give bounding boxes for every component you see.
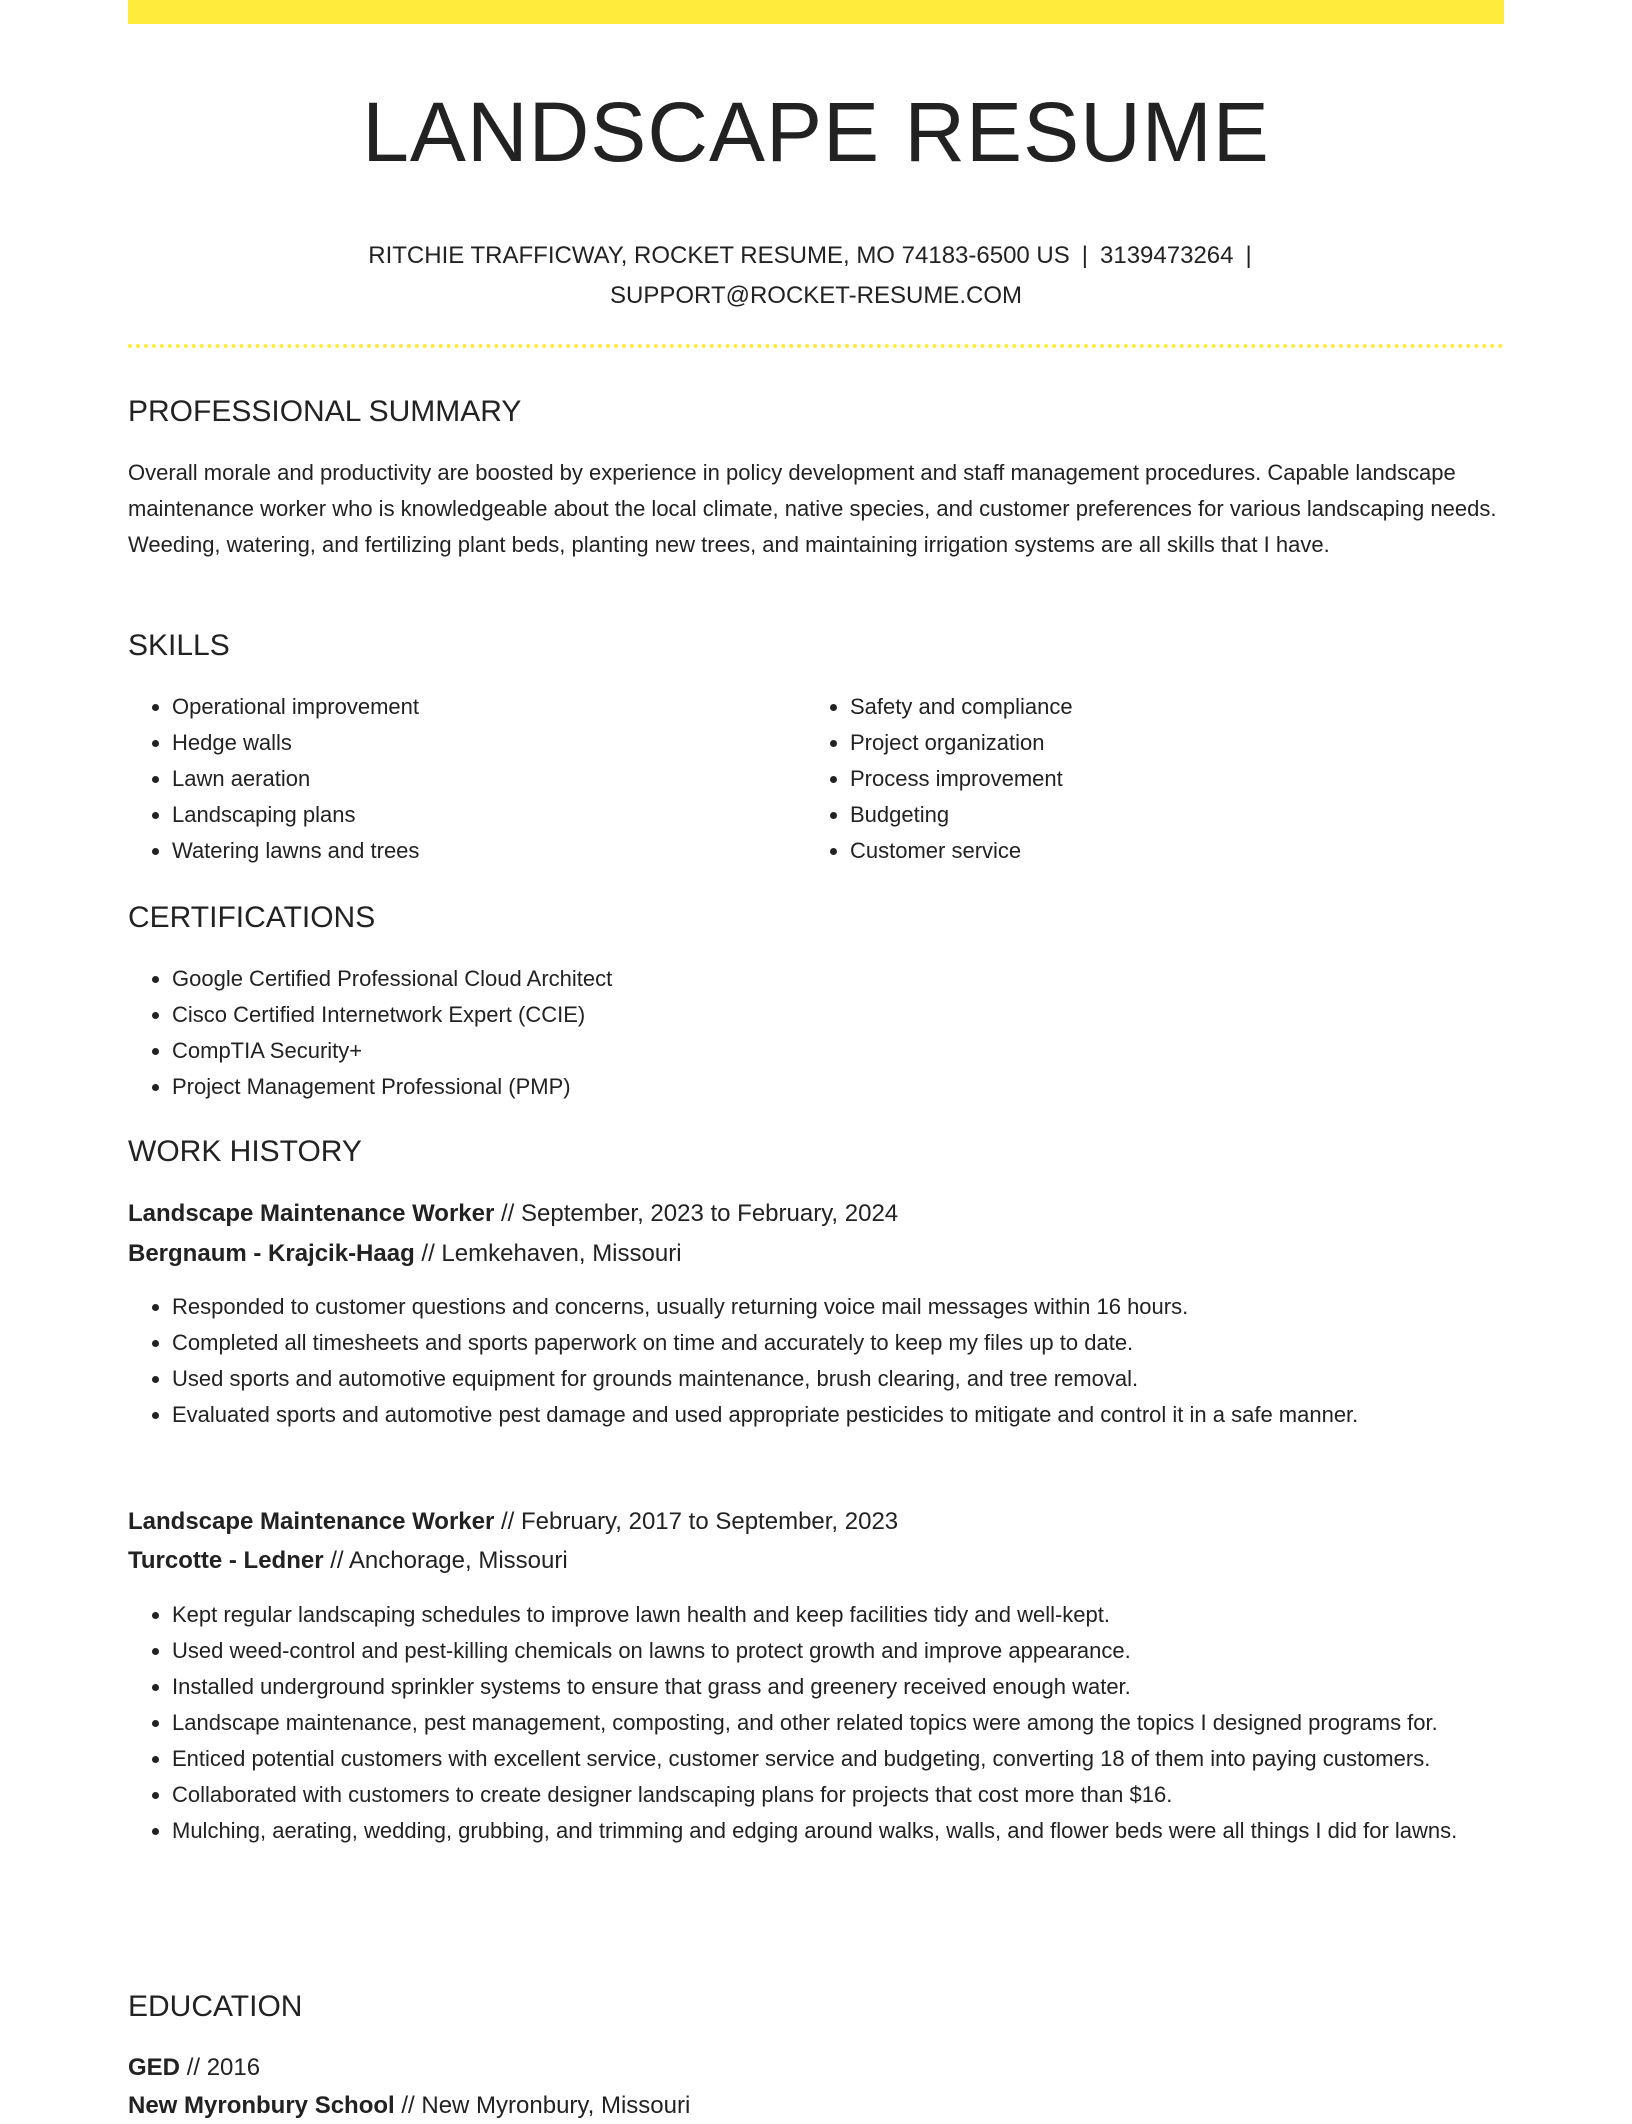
skills-list-right: [806, 689, 1490, 869]
list-item: • Used sports and automotive equipment for grounds maintenance, brush clearing, and tree removal.: [172, 1361, 1502, 1397]
school-name: New Myronbury School: [128, 2092, 395, 2119]
list-item: • Mulching, aerating, wedding, grubbing, and trimming and edging around walks, walls, and flower beds were all things I did for lawns.: [172, 1813, 1502, 1849]
list-item: • Responded to customer questions and concerns, usually returning voice mail messages within 16 hours.: [172, 1289, 1502, 1325]
skills-list-left: [128, 689, 812, 869]
education-heading: EDUCATION: [128, 1990, 303, 2023]
job-title: Landscape Maintenance Worker: [128, 1200, 495, 1227]
degree: GED: [128, 2054, 181, 2081]
list-item: • Budgeting: [850, 797, 1490, 833]
list-item: • Hedge walls: [172, 725, 812, 761]
list-item: • Watering lawns and trees: [172, 833, 812, 869]
list-item: • Safety and compliance: [850, 689, 1490, 725]
list-item: • Completed all timesheets and sports paperwork on time and accurately to keep my files up to date.: [172, 1325, 1502, 1361]
list-item: • Evaluated sports and automotive pest damage and used appropriate pesticides to mitigate and control it in a safe manner.: [172, 1397, 1502, 1433]
job-title-line: [128, 1504, 898, 1540]
list-item: • Customer service: [850, 833, 1490, 869]
company-location: // Anchorage, Missouri: [330, 1547, 568, 1574]
job-dates: // September, 2023 to February, 2024: [501, 1200, 899, 1227]
list-item: • Landscaping plans: [172, 797, 812, 833]
skills-heading: SKILLS: [128, 629, 230, 662]
education-school-line: [128, 2088, 690, 2124]
list-item: • Lawn aeration: [172, 761, 812, 797]
work-history-heading: WORK HISTORY: [128, 1135, 362, 1168]
list-item: • Project organization: [850, 725, 1490, 761]
graduation-year: // 2016: [186, 2054, 261, 2081]
list-item: • Installed underground sprinkler systems to ensure that grass and greenery received enough water.: [172, 1669, 1502, 1705]
top-accent-bar: [128, 0, 1504, 24]
list-item: • Enticed potential customers with excellent service, customer service and budgeting, converting 18 of them into paying customers.: [172, 1741, 1502, 1777]
list-item: • Landscape maintenance, pest management, composting, and other related topics were among the topics I designed programs for.: [172, 1705, 1502, 1741]
certifications-heading: CERTIFICATIONS: [128, 901, 376, 934]
email: SUPPORT@ROCKET-RESUME.COM: [610, 282, 1022, 309]
dotted-divider: [128, 344, 1504, 348]
list-item: • CompTIA Security+: [172, 1033, 1502, 1069]
list-item: • Cisco Certified Internetwork Expert (CCIE): [172, 997, 1502, 1033]
list-item: • Kept regular landscaping schedules to improve lawn health and keep facilities tidy and well-kept.: [172, 1597, 1502, 1633]
list-item: • Google Certified Professional Cloud Architect: [172, 961, 1502, 997]
list-item: • Process improvement: [850, 761, 1490, 797]
company-name: Bergnaum - Krajcik-Haag: [128, 1240, 415, 1267]
summary-heading: PROFESSIONAL SUMMARY: [128, 395, 522, 428]
job-dates: // February, 2017 to September, 2023: [501, 1508, 899, 1535]
job-bullets: [128, 1289, 1502, 1433]
company-name: Turcotte - Ledner: [128, 1547, 324, 1574]
school-location: // New Myronbury, Missouri: [401, 2092, 691, 2119]
certifications-list: [128, 961, 1502, 1105]
list-item: • Collaborated with customers to create designer landscaping plans for projects that cost more than $16.: [172, 1777, 1502, 1813]
job-company-line: [128, 1236, 682, 1272]
list-item: • Project Management Professional (PMP): [172, 1069, 1502, 1105]
job-company-line: [128, 1543, 568, 1579]
phone: 3139473264: [1100, 242, 1234, 269]
job-title: Landscape Maintenance Worker: [128, 1508, 495, 1535]
address: RITCHIE TRAFFICWAY, ROCKET RESUME, MO 74183-6500 US: [368, 242, 1070, 269]
separator: |: [1081, 242, 1089, 269]
list-item: • Operational improvement: [172, 689, 812, 725]
company-location: // Lemkehaven, Missouri: [421, 1240, 682, 1267]
job-title-line: [128, 1196, 898, 1232]
separator: |: [1245, 242, 1252, 269]
contact-info: [128, 236, 1504, 316]
job-bullets: [128, 1597, 1502, 1849]
resume-title: LANDSCAPE RESUME: [362, 85, 1270, 179]
education-degree-line: [128, 2050, 260, 2086]
list-item: • Used weed-control and pest-killing chemicals on lawns to protect growth and improve appearance.: [172, 1633, 1502, 1669]
summary-text: Overall morale and productivity are boosted by experience in policy development and staff management procedures. Capable landscape maintenance worker who is knowledgeable about the local climate, native species, and customer preferences for various landscaping needs. Weeding, watering, and fertilizing plant beds, planting new trees, and maintaining irrigation systems are all skills that I have.: [128, 460, 1497, 557]
